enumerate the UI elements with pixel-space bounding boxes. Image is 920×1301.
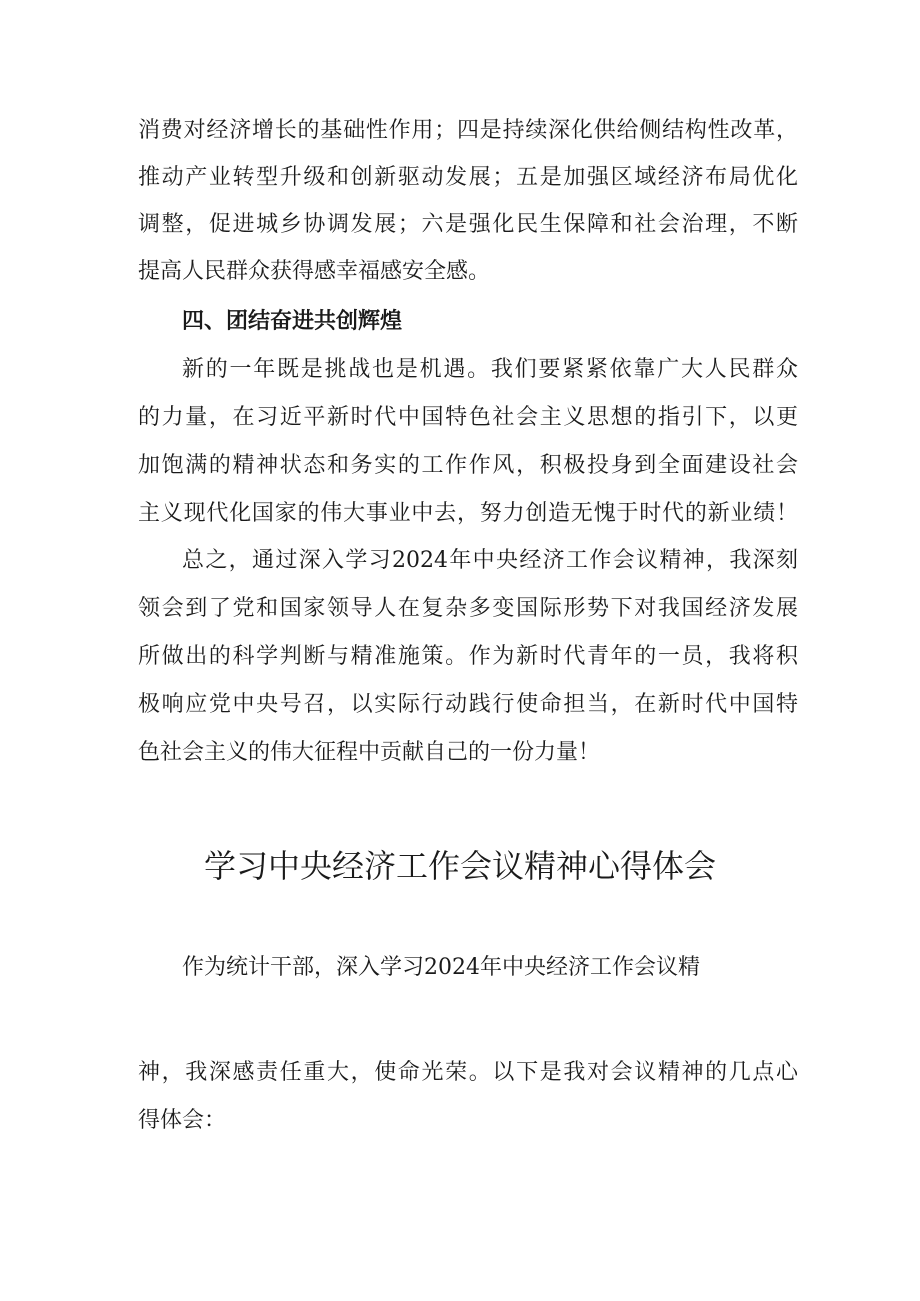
body-line: 色社会主义的伟大征程中贡献自己的一份力量！ — [138, 740, 601, 765]
intro-line: 得体会： — [138, 1108, 227, 1133]
body-line: 主义现代化国家的伟大事业中去，努力创造无愧于时代的新业绩！ — [138, 501, 798, 526]
intro-line: 作为统计干部，深入学习2024年中央经济工作会议精 — [182, 955, 700, 980]
body-line: 加饱满的精神状态和务实的工作作风，积极投身到全面建设社会 — [138, 453, 798, 478]
body-line: 的力量，在习近平新时代中国特色社会主义思想的指引下，以更 — [138, 405, 798, 430]
section-heading: 四、团结奋进共创辉煌 — [182, 309, 403, 334]
body-line: 提高人民群众获得感幸福感安全感。 — [138, 259, 491, 284]
body-line: 新的一年既是挑战也是机遇。我们要紧紧依靠广大人民群众 — [182, 357, 798, 382]
body-line: 极响应党中央号召，以实际行动践行使命担当，在新时代中国特 — [138, 692, 798, 717]
body-line: 推动产业转型升级和创新驱动发展；五是加强区域经济布局优化 — [138, 165, 798, 190]
article-title: 学习中央经济工作会议精神心得体会 — [203, 847, 716, 885]
body-line: 总之，通过深入学习2024年中央经济工作会议精神，我深刻 — [182, 548, 798, 573]
body-line: 领会到了党和国家领导人在复杂多变国际形势下对我国经济发展 — [138, 596, 798, 621]
body-line: 调整，促进城乡协调发展；六是强化民生保障和社会治理，不断 — [138, 212, 798, 237]
body-line: 所做出的科学判断与精准施策。作为新时代青年的一员，我将积 — [138, 644, 798, 669]
body-line: 消费对经济增长的基础性作用；四是持续深化供给侧结构性改革， — [138, 118, 798, 143]
intro-line: 神，我深感责任重大，使命光荣。以下是我对会议精神的几点心 — [138, 1060, 798, 1085]
